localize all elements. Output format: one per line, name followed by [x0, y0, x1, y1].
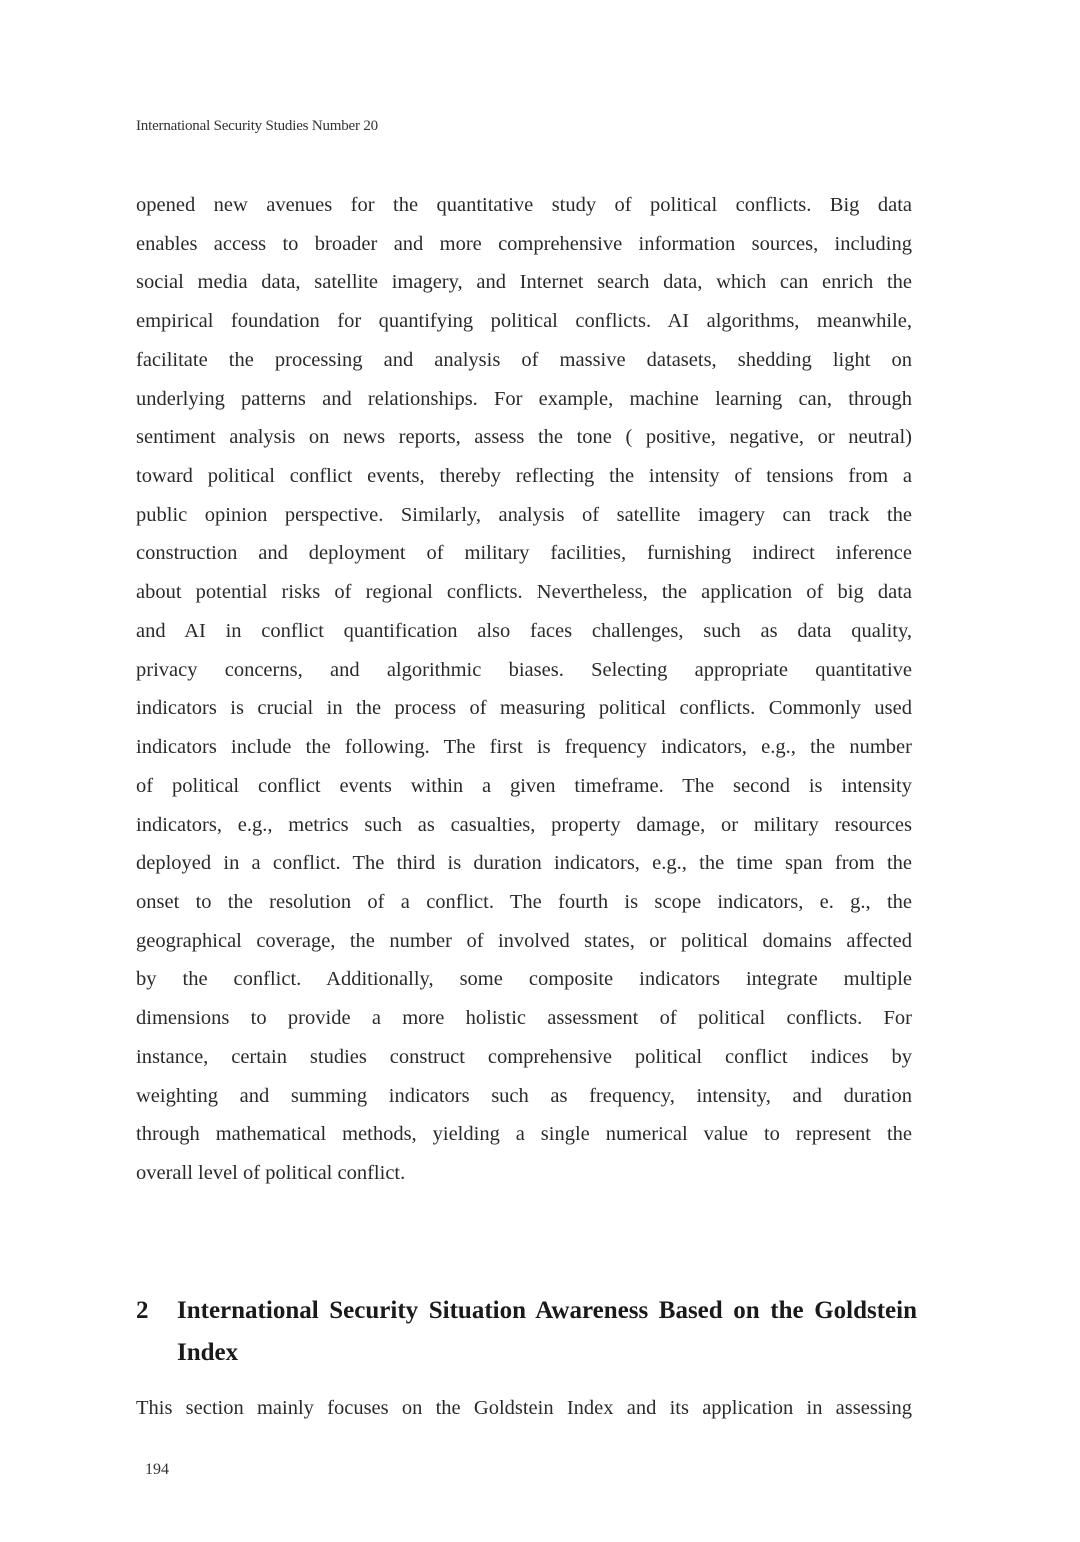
text-line: overall level of political conflict.: [136, 1161, 406, 1184]
text-line: by the conflict. Additionally, some composite indicators integrate multiple: [136, 968, 912, 991]
text-line: and AI in conflict quantification also faces challenges, such as data quality,: [136, 619, 912, 642]
text-line: toward political conflict events, thereby reflecting the intensity of tensions from a: [136, 465, 912, 488]
text-line: public opinion perspective. Similarly, analysis of satellite imagery can track the: [136, 503, 912, 526]
text-line: deployed in a conflict. The third is duration indicators, e.g., the time span from the: [136, 852, 912, 875]
running-header: International Security Studies Number 20: [136, 118, 378, 134]
text-line: enables access to broader and more comprehensive information sources, including: [136, 232, 912, 255]
text-line: through mathematical methods, yielding a single numerical value to represent the: [136, 1123, 912, 1146]
text-line: opened new avenues for the quantitative study of political conflicts. Big data: [136, 194, 912, 216]
text-line: instance, certain studies construct comprehensive political conflict indices by: [136, 1045, 912, 1068]
text-line: facilitate the processing and analysis of massive datasets, shedding light on: [136, 348, 912, 371]
text-line: construction and deployment of military facilities, furnishing indirect inference: [136, 542, 912, 565]
text-line: of political conflict events within a given timeframe. The second is intensity: [136, 774, 912, 797]
text-line: dimensions to provide a more holistic assessment of political conflicts. For: [136, 1007, 912, 1030]
text-line: about potential risks of regional conflicts. Nevertheless, the application of big data: [136, 581, 912, 604]
text-line: underlying patterns and relationships. For example, machine learning can, through: [136, 387, 912, 410]
text-line: social media data, satellite imagery, and Internet search data, which can enrich the: [136, 271, 912, 294]
text-line: geographical coverage, the number of involved states, or political domains affected: [136, 929, 912, 952]
text-line: onset to the resolution of a conflict. The fourth is scope indicators, e. g., the: [136, 890, 912, 913]
text-line: indicators include the following. The first is frequency indicators, e.g., the number: [136, 736, 912, 759]
text-line: indicators, e.g., metrics such as casualties, property damage, or military resources: [136, 813, 912, 836]
section-title: International Security Situation Awareness Based on the Goldstein Index: [177, 1297, 917, 1366]
text-line: privacy concerns, and algorithmic biases. Selecting appropriate quantitative: [136, 658, 912, 681]
text-line: sentiment analysis on news reports, assess the tone ( positive, negative, or neutral): [136, 426, 912, 449]
text-line: weighting and summing indicators such as frequency, intensity, and duration: [136, 1084, 912, 1107]
text-line: indicators is crucial in the process of measuring political conflicts. Commonly used: [136, 697, 912, 720]
text-line: empirical foundation for quantifying political conflicts. AI algorithms, meanwhile,: [136, 310, 912, 333]
section-first-line: This section mainly focuses on the Goldstein Index and its application in assessing: [136, 1397, 912, 1419]
section-number: 2: [136, 1297, 149, 1324]
body-paragraph: [136, 189, 912, 1196]
page-number: 194: [145, 1461, 169, 1478]
